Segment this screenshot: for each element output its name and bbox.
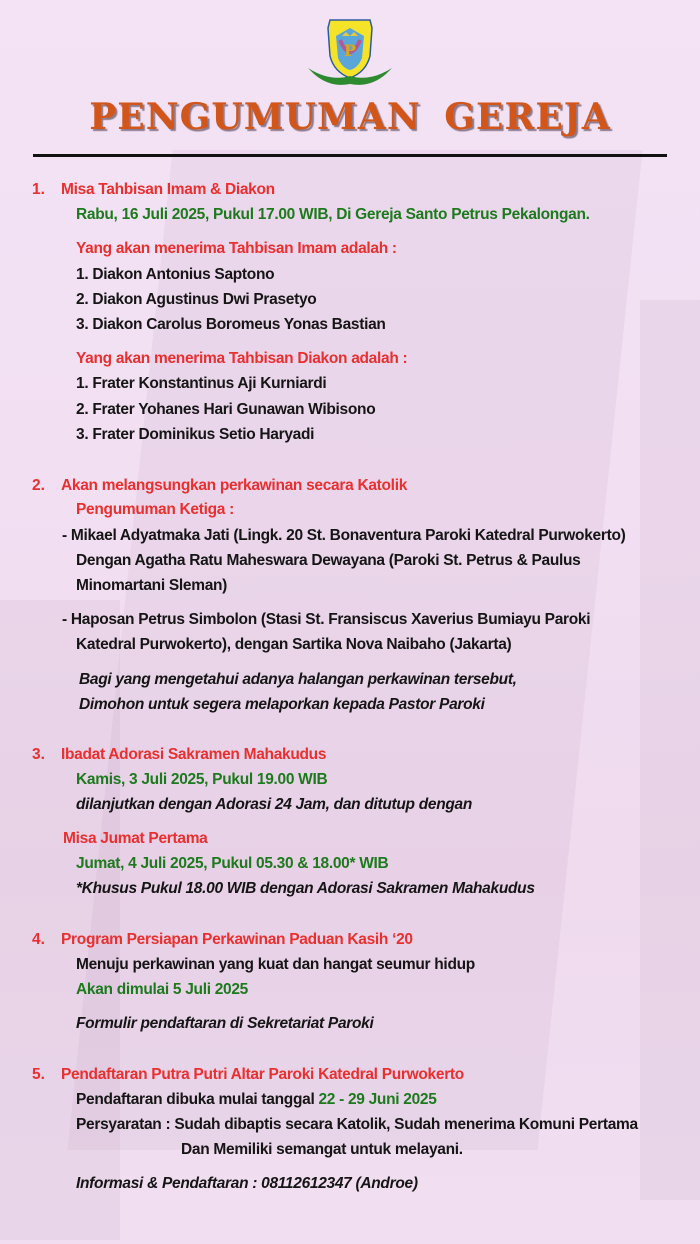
- item-3-subheading: Misa Jumat Pertama: [63, 830, 208, 847]
- page-title: PENGUMUMAN GEREJA: [89, 96, 611, 138]
- item-2-number: 2.: [32, 477, 45, 494]
- item-3-heading: Ibadat Adorasi Sakramen Mahakudus: [61, 746, 327, 763]
- item-3-number: 3.: [32, 746, 45, 763]
- objection-note: Bagi yang mengetahui adanya halangan perkawinan tersebut,: [79, 671, 517, 688]
- item-1-imam-label: Yang akan menerima Tahbisan Imam adalah :: [76, 240, 397, 257]
- imam-list-item: 1. Diakon Antonius Saptono: [76, 266, 275, 283]
- contact-info: Informasi & Pendaftaran : 08112612347 (Androe): [76, 1175, 418, 1192]
- diakon-list-item: 1. Frater Konstantinus Aji Kurniardi: [76, 375, 327, 392]
- item-1-number: 1.: [32, 181, 45, 198]
- requirements-line: Persyaratan : Sudah dibaptis secara Katolik, Sudah menerima Komuni Pertama: [76, 1116, 638, 1133]
- couple-1-line: Minomartani Sleman): [76, 577, 228, 594]
- title-divider: [33, 154, 667, 157]
- item-1-diakon-label: Yang akan menerima Tahbisan Diakon adalah :: [76, 350, 408, 367]
- diakon-list-item: 2. Frater Yohanes Hari Gunawan Wibisono: [76, 401, 376, 418]
- svg-text:P: P: [343, 41, 357, 60]
- open-label: Pendaftaran dibuka mulai tanggal: [76, 1091, 319, 1108]
- item-4-number: 4.: [32, 931, 45, 948]
- couple-1-line: - Mikael Adyatmaka Jati (Lingk. 20 St. Bonaventura Paroki Katedral Purwokerto): [62, 527, 626, 544]
- item-4-note: Formulir pendaftaran di Sekretariat Paroki: [76, 1015, 374, 1032]
- item-3-note: dilanjutkan dengan Adorasi 24 Jam, dan ditutup dengan: [76, 796, 473, 813]
- parish-crest-logo: [300, 14, 400, 90]
- imam-list-item: 2. Diakon Agustinus Dwi Prasetyo: [76, 291, 317, 308]
- requirements-line: Dan Memiliki semangat untuk melayani.: [181, 1141, 463, 1158]
- item-5-open-line: [76, 1091, 437, 1109]
- item-5-number: 5.: [32, 1066, 45, 1083]
- couple-2-line: - Haposan Petrus Simbolon (Stasi St. Fransiscus Xaverius Bumiayu Paroki: [62, 611, 591, 628]
- item-4-description: Menuju perkawinan yang kuat dan hangat seumur hidup: [76, 956, 475, 973]
- item-2-subheading: Pengumuman Ketiga :: [76, 501, 234, 518]
- couple-1-line: Dengan Agatha Ratu Maheswara Dewayana (Paroki St. Petrus & Paulus: [76, 552, 581, 569]
- item-4-schedule: Akan dimulai 5 Juli 2025: [76, 981, 248, 998]
- background-decor-right: [640, 300, 700, 1200]
- couple-2-line: Katedral Purwokerto), dengan Sartika Nova Naibaho (Jakarta): [76, 636, 512, 653]
- item-3-schedule: Kamis, 3 Juli 2025, Pukul 19.00 WIB: [76, 771, 328, 788]
- open-dates: 22 - 29 Juni 2025: [318, 1091, 437, 1108]
- objection-note: Dimohon untuk segera melaporkan kepada Pastor Paroki: [79, 696, 485, 713]
- diakon-list-item: 3. Frater Dominikus Setio Haryadi: [76, 426, 315, 443]
- item-2-heading: Akan melangsungkan perkawinan secara Katolik: [61, 477, 408, 494]
- item-4-heading: Program Persiapan Perkawinan Paduan Kasih ‘20: [61, 931, 413, 948]
- item-1-schedule: Rabu, 16 Juli 2025, Pukul 17.00 WIB, Di Gereja Santo Petrus Pekalongan.: [76, 206, 590, 223]
- item-3-sub-schedule: Jumat, 4 Juli 2025, Pukul 05.30 & 18.00* WIB: [76, 855, 389, 872]
- item-3-sub-note: *Khusus Pukul 18.00 WIB dengan Adorasi Sakramen Mahakudus: [76, 880, 535, 897]
- item-5-heading: Pendaftaran Putra Putri Altar Paroki Katedral Purwokerto: [61, 1066, 464, 1083]
- item-1-heading: Misa Tahbisan Imam & Diakon: [61, 181, 275, 198]
- imam-list-item: 3. Diakon Carolus Boromeus Yonas Bastian: [76, 316, 386, 333]
